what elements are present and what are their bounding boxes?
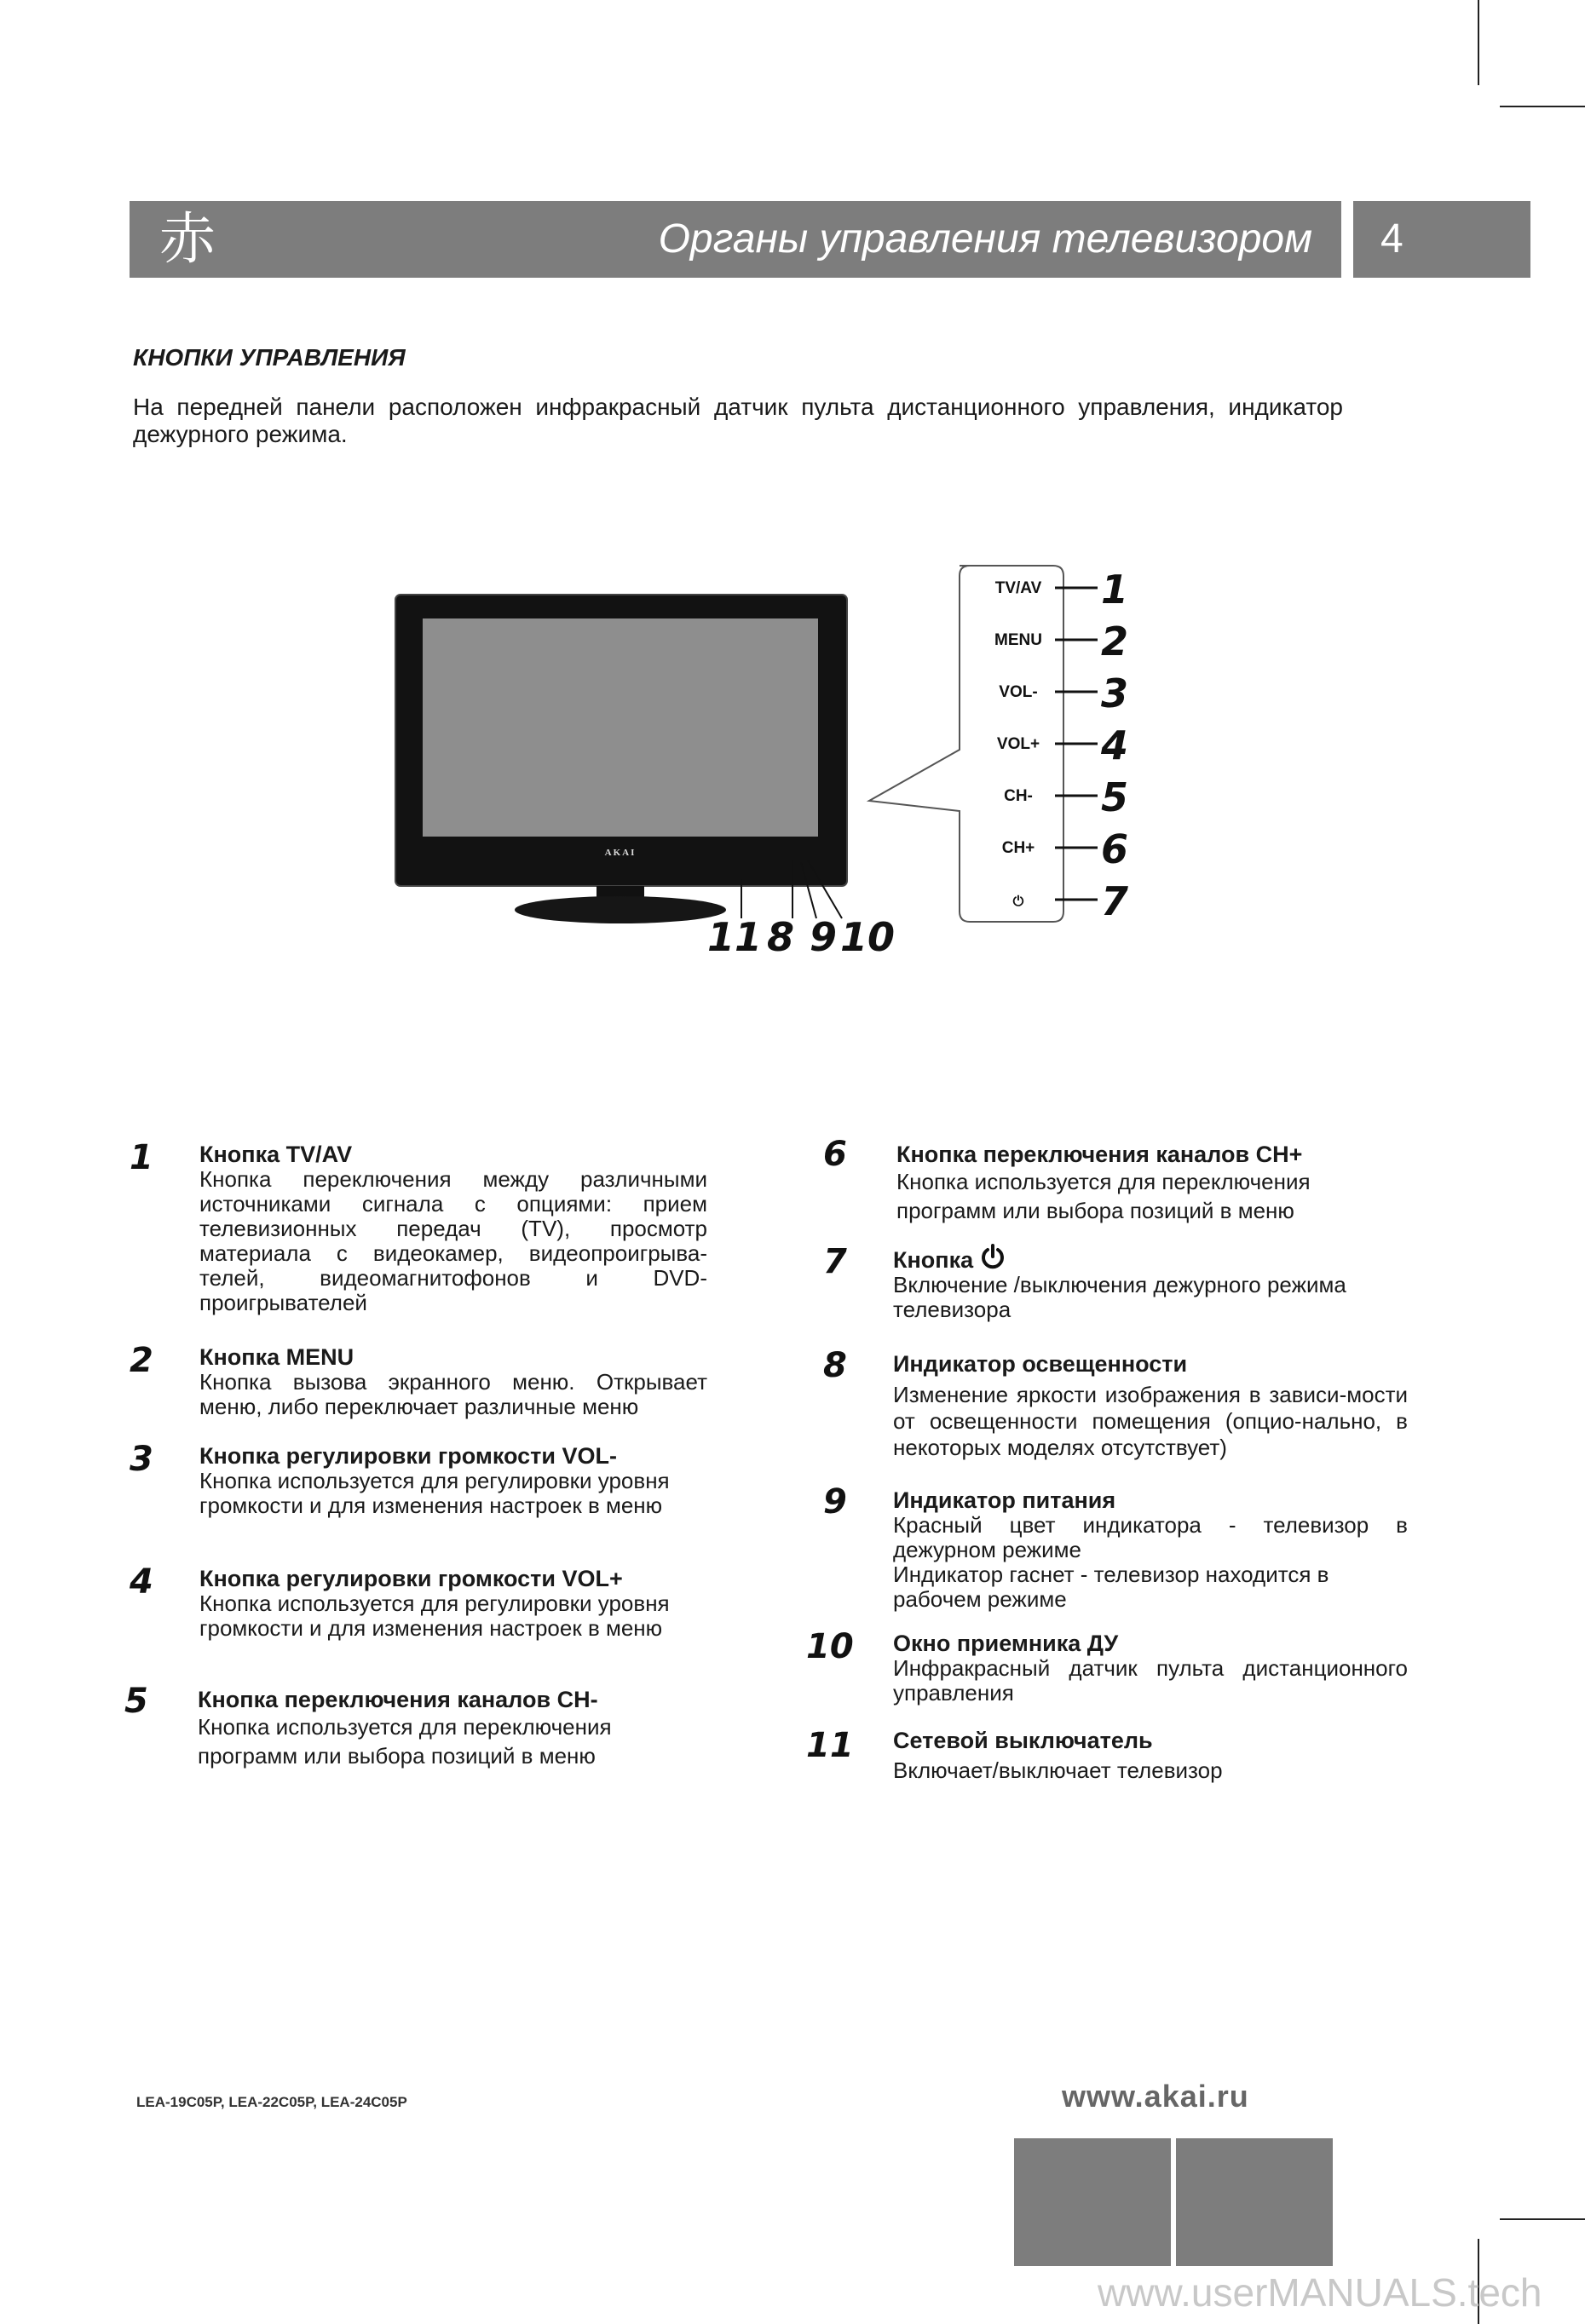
desc-item-8 xyxy=(823,1346,1420,1461)
diagram-label-11: 11 xyxy=(706,914,763,960)
desc-item-1 xyxy=(128,1138,707,1315)
tv-screen xyxy=(423,618,818,837)
item-number: 2 xyxy=(130,1341,153,1380)
panel-label-ch-minus: CH- xyxy=(1004,787,1033,805)
item-number: 3 xyxy=(130,1440,153,1479)
item-number: 5 xyxy=(124,1682,148,1721)
item-title: Кнопка TV/AV xyxy=(199,1142,353,1167)
website-link[interactable]: www.akai.ru xyxy=(1062,2079,1249,2114)
panel-number-2: 2 xyxy=(1101,618,1129,664)
model-numbers: LEA-19C05P, LEA-22C05P, LEA-24C05P xyxy=(136,2094,407,2110)
item-title: Кнопка регулировки громкости VOL+ xyxy=(199,1566,623,1591)
desc-item-4 xyxy=(128,1562,707,1641)
crop-mark xyxy=(1500,2218,1585,2220)
diagram-label-10: 10 xyxy=(839,914,896,960)
desc-item-3 xyxy=(128,1440,707,1518)
item-number: 8 xyxy=(823,1346,847,1385)
item-number: 7 xyxy=(823,1242,847,1281)
item-title: Кнопка MENU xyxy=(199,1344,354,1370)
desc-item-6 xyxy=(823,1135,1420,1225)
item-title: Кнопка переключения каналов CH+ xyxy=(896,1142,1303,1167)
power-icon: ⏻ xyxy=(1012,893,1024,909)
section-title: КНОПКИ УПРАВЛЕНИЯ xyxy=(133,344,406,371)
panel-number-4: 4 xyxy=(1101,722,1129,768)
item-body: Изменение яркости изображения в зависи-мости от освещенности помещения (опцио-нально, в некоторых моделях отсутствует) xyxy=(893,1382,1408,1460)
item-title: Индикатор питания xyxy=(893,1487,1116,1513)
panel-number-6: 6 xyxy=(1101,826,1129,872)
panel-label-vol-minus: VOL- xyxy=(999,683,1038,701)
tv-controls-diagram xyxy=(0,554,1585,980)
item-title: Сетевой выключатель xyxy=(893,1728,1153,1753)
item-body: Кнопка используется для переключения программ или выбора позиций в меню xyxy=(896,1169,1311,1223)
diagram-label-9: 9 xyxy=(809,914,838,960)
desc-item-2 xyxy=(128,1341,707,1419)
item-body: Инфракрасный датчик пульта дистанционного управления xyxy=(893,1655,1408,1706)
desc-item-7 xyxy=(823,1244,1420,1322)
diagram-label-8: 8 xyxy=(766,914,795,960)
crop-mark xyxy=(1500,106,1585,107)
brand-logo-icon: 赤 xyxy=(159,206,216,272)
desc-item-11 xyxy=(806,1728,1420,1783)
item-number: 4 xyxy=(130,1562,153,1602)
panel-label-vol-plus: VOL+ xyxy=(996,735,1040,753)
page-number: 4 xyxy=(1353,201,1530,278)
panel-number-3: 3 xyxy=(1101,670,1129,716)
footer-block xyxy=(1014,2138,1171,2266)
watermark: www.userMANUALS.tech xyxy=(1098,2270,1542,2315)
item-body: Кнопка используется для регулировки уровня громкости и для изменения настроек в меню xyxy=(199,1468,670,1518)
footer-block xyxy=(1176,2138,1333,2266)
item-body: Кнопка используется для регулировки уровня громкости и для изменения настроек в меню xyxy=(199,1591,670,1641)
power-icon xyxy=(980,1244,1006,1271)
item-number: 11 xyxy=(806,1726,854,1765)
panel-number-7: 7 xyxy=(1101,878,1129,924)
item-title: Кнопка xyxy=(893,1247,974,1273)
tv-stand-base xyxy=(515,896,726,923)
desc-item-10 xyxy=(806,1627,1420,1706)
item-number: 6 xyxy=(823,1135,847,1174)
panel-label-ch-plus: CH+ xyxy=(1001,839,1035,857)
item-body: Включение /выключения дежурного режима телевизора xyxy=(893,1272,1346,1322)
item-body: Красный цвет индикатора - телевизор в дежурном режиме xyxy=(893,1512,1408,1562)
panel-number-5: 5 xyxy=(1101,774,1129,820)
panel-number-1: 1 xyxy=(1101,567,1129,613)
item-number: 1 xyxy=(130,1138,153,1177)
item-body-2: Индикатор гаснет - телевизор находится в рабочем режиме xyxy=(893,1562,1329,1612)
item-body: Включает/выключает телевизор xyxy=(893,1757,1223,1783)
item-number: 9 xyxy=(823,1482,847,1522)
desc-item-9 xyxy=(823,1482,1420,1612)
item-number: 10 xyxy=(806,1627,854,1666)
tv-brand: AKAI xyxy=(604,848,637,858)
item-body: Кнопка используется для переключения программ или выбора позиций в меню xyxy=(198,1714,612,1769)
item-body: Кнопка вызова экранного меню. Открывает меню, либо переключает различные меню xyxy=(199,1369,707,1419)
item-body: Кнопка переключения между различными источниками сигнала с опциями: прием телевизионных передач (TV), просмотр материала с видеокамер, видеопроигрыва-телей, видеомагнитофонов и DVD-проигрывателей xyxy=(199,1166,707,1315)
item-title: Индикатор освещенности xyxy=(893,1351,1188,1377)
item-title: Кнопка регулировки громкости VOL- xyxy=(199,1443,617,1469)
panel-label-tvav: TV/AV xyxy=(994,579,1042,597)
desc-item-5 xyxy=(124,1682,704,1770)
item-title: Окно приемника ДУ xyxy=(893,1631,1119,1656)
item-title: Кнопка переключения каналов CH- xyxy=(198,1687,598,1712)
intro-paragraph: На передней панели расположен инфракрасный датчик пульта дистанционного управления, индикатор дежурного режима. xyxy=(133,394,1343,447)
page-title: Органы управления телевизором xyxy=(658,216,1312,262)
panel-label-menu: MENU xyxy=(994,631,1042,649)
crop-mark xyxy=(1478,0,1479,85)
